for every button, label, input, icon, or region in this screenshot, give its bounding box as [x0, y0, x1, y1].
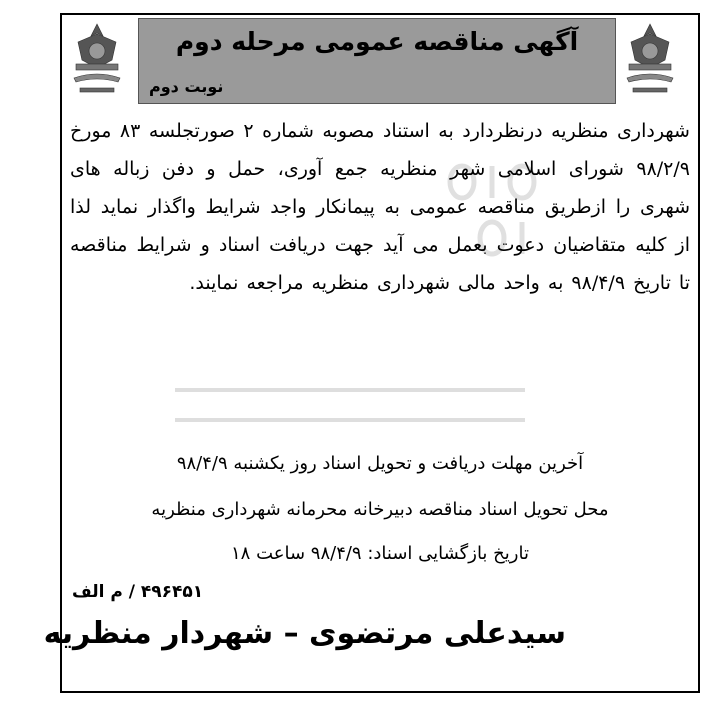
notice-header — [138, 18, 616, 104]
notice-body: شهرداری منظریه درنظردارد به استناد مصوبه شماره ۲ صورتجلسه ۸۳ مورخ ۹۸/۲/۹ شورای اسلامی شهر منظریه جمع آوری، حمل و دفن زباله های شهری را ازطریق مناقصه عمومی به پیمانکار واجد شرایط واگذار نماید لذا از کلیه متقاضیان دعوت بعمل می آید جهت دریافت اسناد و شرایط مناقصه تا تاریخ ۹۸/۴/۹ به واحد مالی شهرداری منظریه مراجعه نمایند. — [70, 120, 690, 294]
delivery-place-line: محل تحویل اسناد مناقصه دبیرخانه محرمانه شهرداری منظریه — [151, 499, 609, 520]
signature: سیدعلی مرتضوی – شهردار منظریه — [43, 616, 566, 651]
notice-round: نوبت دوم — [149, 77, 224, 96]
municipality-emblem-icon — [621, 20, 679, 100]
deadline-line: آخرین مهلت دریافت و تحویل اسناد روز یکشنبه ۹۸/۴/۹ — [176, 453, 584, 474]
municipality-emblem-icon — [68, 20, 126, 100]
reference-number: ۴۹۶۴۵۱ / م الف — [72, 582, 204, 602]
watermark-text — [175, 380, 535, 440]
opening-date-line: تاریخ بازگشایی اسناد: ۹۸/۴/۹ ساعت ۱۸ — [231, 543, 529, 564]
notice-title: آگهی مناقصه عمومی مرحله دوم — [175, 27, 579, 56]
